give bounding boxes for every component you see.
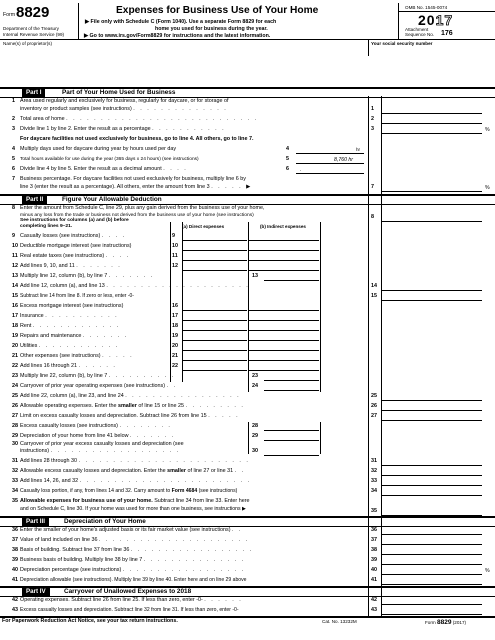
line-11b-field[interactable] — [249, 252, 319, 261]
line-3-percentage[interactable] — [382, 125, 482, 134]
line-1b: inventory or product samples (see instructions) . . . . . . . . . . . . . . — [20, 106, 228, 112]
line-32-amount[interactable] — [382, 467, 482, 476]
line-30: 30 Carryover of prior year excess casualty losses and depreciation (see — [12, 441, 184, 447]
line-34: 34 Casualty loss portion, if any, from lines 14 and 32. Carry amount to Form 4684 (see instructions) — [12, 488, 238, 494]
line-20: 20 Utilities . . . . . . . . . . . . — [12, 343, 120, 349]
sequence-label: Sequence No. — [405, 32, 435, 37]
line-10: 10 Deductible mortgage interest (see instructions) — [12, 243, 132, 249]
line-39-amount[interactable] — [382, 556, 482, 565]
line-41-amount[interactable] — [382, 576, 482, 585]
line-3: 3 Divide line 1 by line 2. Enter the result as a percentage . . . . . . . . . . . — [12, 126, 226, 132]
line-42-amount[interactable] — [382, 596, 482, 605]
part-2-title: Figure Your Allowable Deduction — [62, 196, 162, 203]
line-40-percentage[interactable] — [382, 566, 482, 575]
line-32: 32 Allowable excess casualty losses and depreciation. Enter the smaller of line 27 or line 31 . . — [12, 468, 246, 474]
pct-sign: % — [485, 568, 490, 574]
line-40: 40 Depreciation percentage (see instructions) . . . . . . . . . . . . . . . . . . — [12, 567, 246, 573]
tax-year: 2017 — [418, 12, 454, 28]
ssn-field[interactable] — [370, 47, 494, 56]
line-9b-field[interactable] — [249, 232, 319, 241]
dept-line2: Internal Revenue Service (99) — [3, 32, 65, 37]
part-4-label: Part IV — [22, 587, 50, 596]
line-19: 19 Repairs and maintenance . . . . . . . — [12, 333, 129, 339]
footer-form-ref: Form 8829 (2017) — [425, 619, 467, 626]
line-43-amount[interactable] — [382, 606, 482, 615]
line-37: 37 Value of land included on line 36 . . . . . . . . . . . . . . . . . . . . . . — [12, 537, 250, 543]
line-33-amount[interactable] — [382, 477, 482, 486]
line-5: 5 Total hours available for use during the year (365 days x 24 hours) (see instructions) — [12, 156, 199, 162]
line-7: 7 Business percentage. For daycare facilities not used exclusively for business, multiply line 6 by — [12, 176, 246, 182]
line-20a-field[interactable] — [183, 342, 247, 351]
form-number: 8829 — [16, 4, 50, 21]
name-label: Name(s) of proprietor(s) — [3, 41, 53, 46]
line-1-amount[interactable] — [382, 105, 482, 114]
line-25-amount[interactable] — [382, 392, 482, 401]
line-9: 9 Casualty losses (see instructions) . . . . — [12, 233, 127, 239]
line-2: 2 Total area of home . . . . . . . . . . . . . . . . . . . . . . . . . . . . — [12, 116, 259, 122]
line-8b: minus any loss from the trade or business not derived from the business use of your home (see instructions) — [20, 213, 254, 218]
line-30b: instructions) . . . . . . . . . . . . . . . . . . . — [20, 448, 180, 454]
line-34-amount[interactable] — [382, 487, 482, 496]
line-7b: line 3 (enter the result as a percentage). All others, enter the amount from line 3 . . . . . ▶ — [20, 184, 253, 190]
line-21: 21 Other expenses (see instructions) . . . . . — [12, 353, 134, 359]
line-31-amount[interactable] — [382, 457, 482, 466]
line-24: 24 Carryover of prior year operating expenses (see instructions) . . — [12, 383, 178, 389]
line-19b-field[interactable] — [249, 332, 319, 341]
line-29-field[interactable] — [264, 432, 319, 441]
line-35: 35 Allowable expenses for business use of your home. Subtract line 34 from line 33. Enter here — [12, 498, 250, 504]
line-27-amount[interactable] — [382, 412, 482, 421]
line-22: 22 Add lines 16 through 21 . . . . . . — [12, 363, 117, 369]
line-38-amount[interactable] — [382, 546, 482, 555]
line-21a-field[interactable] — [183, 352, 247, 361]
line-33: 33 Add lines 14, 26, and 32 . . . . . . . . . . . . . . . . . . . . . . . . . — [12, 478, 252, 484]
line-2-amount[interactable] — [382, 115, 482, 124]
line-17b-field[interactable] — [249, 312, 319, 321]
line-6-dot: . — [300, 167, 302, 173]
hr-unit: hr — [356, 147, 361, 152]
line-23-field[interactable] — [264, 372, 319, 381]
line-5-value: 8,760 hr — [334, 157, 354, 163]
line-39: 39 Business basis of building. Multiply line 38 by line 7 . . . . . . . . . . . . . . . — [12, 557, 246, 563]
line-23: 23 Multiply line 22, column (b), by line 7 . . . . . . . . . . — [12, 373, 176, 379]
line-36-amount[interactable] — [382, 526, 482, 535]
omb-number: OMB No. 1545-0074 — [405, 5, 448, 10]
line-26: 26 Allowable operating expenses. Enter the smaller of line 15 or line 25 . . . . . . . . . — [12, 403, 245, 409]
catalog-number: Cat. No. 13232M — [322, 619, 357, 624]
line-1: 1 Area used regularly and exclusively for business, regularly for daycare, or for storage of — [12, 98, 229, 104]
see-instructions-note: See instructions for columns (a) and (b) before completing lines 9–21. — [20, 218, 129, 229]
part-4-title: Carryover of Unallowed Expenses to 2018 — [64, 588, 192, 595]
line-36: 36 Enter the smaller of your home’s adjusted basis or its fair market value (see instructions) . . — [12, 527, 243, 533]
line-29: 29 Depreciation of your home from line 41 below . . . . . . . — [12, 433, 176, 439]
line-26-amount[interactable] — [382, 402, 482, 411]
line-35-amount[interactable] — [382, 507, 482, 516]
line-28-field[interactable] — [264, 422, 319, 431]
line-14-amount[interactable] — [382, 282, 482, 291]
footer-notice: For Paperwork Reduction Act Notice, see your tax return instructions. — [2, 618, 178, 624]
line-17a-field[interactable] — [183, 312, 247, 321]
part-2-label: Part II — [22, 195, 47, 204]
line-6-decimal[interactable] — [296, 165, 364, 174]
line-7-percentage[interactable] — [382, 183, 482, 192]
line-42: 42 Operating expenses. Subtract line 26 from line 25. If less than zero, enter -0- . . . . . . — [12, 597, 243, 603]
line-30-field[interactable] — [264, 447, 319, 456]
line-37-amount[interactable] — [382, 536, 482, 545]
line-19a-field[interactable] — [183, 332, 247, 341]
part-1-label: Part I — [22, 88, 45, 97]
line-9a-field[interactable] — [183, 232, 247, 241]
line-8: 8 Enter the amount from Schedule C, line 29, plus any gain derived from the business use of your home, — [12, 205, 265, 211]
line-18b-field[interactable] — [249, 322, 319, 331]
line-4-hours[interactable] — [296, 145, 364, 154]
line-13-field[interactable] — [264, 272, 319, 281]
line-18: 18 Rent . . . . . . . . . . . . . — [12, 323, 121, 329]
line-15-amount[interactable] — [382, 292, 482, 301]
column-a-header: (a) Direct expenses — [182, 224, 225, 229]
line-25: 25 Add line 22, column (a), line 23, and line 24 . . . . . . . . . . . . . . . . . — [12, 393, 241, 399]
instruction-1: ▶ File only with Schedule C (Form 1040). Use a separate Form 8829 for each — [85, 19, 277, 25]
part-1-title: Part of Your Home Used for Business — [62, 89, 176, 96]
line-12: 12 Add lines 9, 10, and 11 . . . . . . . — [12, 263, 122, 269]
instruction-1b: home you used for business during the year. — [155, 26, 268, 32]
line-41: 41 Depreciation allowable (see instructions). Multiply line 39 by line 40. Enter here and on line 29 above — [12, 577, 247, 583]
line-6: 6 Divide line 4 by line 5. Enter the result as a decimal amount . . . . — [12, 166, 188, 172]
line-35b: and on Schedule C, line 30. If your home was used for more than one business, see instructions ▶ — [20, 506, 247, 512]
instruction-2: ▶ Go to www.irs.gov/Form8829 for instructions and the latest information. — [84, 33, 271, 39]
line-8-amount[interactable] — [382, 213, 482, 222]
line-13: 13 Multiply line 12, column (b), by line 7 . . . . . . . — [12, 273, 155, 279]
line-11a-field[interactable] — [183, 252, 247, 261]
part-3-label: Part III — [22, 517, 49, 526]
line-28: 28 Excess casualty losses (see instructions) . . . . . . . . — [12, 423, 172, 429]
proprietor-name-field[interactable] — [1, 47, 367, 56]
line-16b-field[interactable] — [249, 302, 319, 311]
sequence-number: 176 — [441, 30, 453, 37]
pct-sign: % — [485, 127, 490, 133]
line-43: 43 Excess casualty losses and depreciation. Subtract line 32 from line 31. If less than zero, enter -0- — [12, 607, 239, 613]
form-word: Form — [3, 12, 16, 18]
line-10a-field[interactable] — [183, 242, 247, 251]
line-12a-field[interactable] — [183, 262, 247, 271]
line-14: 14 Add line 12, column (a), and line 13 . . . . . . . . . . . . . . . . . . . . . — [12, 283, 250, 289]
line-12b-field[interactable] — [249, 262, 319, 271]
dept-line1: Department of the Treasury — [3, 26, 59, 31]
line-27: 27 Limit on excess casualty losses and depreciation. Subtract line 26 from line 15 . . . . . — [12, 413, 240, 419]
ssn-label: Your social security number — [371, 41, 433, 46]
line-22a-field[interactable] — [183, 362, 247, 371]
line-24-field[interactable] — [264, 382, 319, 391]
daycare-note: For daycare facilities not used exclusively for business, go to line 4. All others, go to line 7. — [20, 136, 254, 142]
line-20b-field[interactable] — [249, 342, 319, 351]
line-4: 4 Multiply days used for daycare during year by hours used per day — [12, 146, 177, 152]
line-16a-field[interactable] — [183, 302, 247, 311]
line-17: 17 Insurance . . . . . . . . . . . — [12, 313, 119, 319]
line-22b-field[interactable] — [249, 362, 319, 371]
line-21b-field[interactable] — [249, 352, 319, 361]
line-31: 31 Add lines 28 through 30 . . . . . . . . . . . . . . . . . . . . . . . . . — [12, 458, 250, 464]
line-5-hours — [296, 155, 364, 164]
line-15: 15 Subtract line 14 from line 8. If zero or less, enter -0- — [12, 293, 134, 299]
line-18a-field[interactable] — [183, 322, 247, 331]
attachment-label: Attachment — [405, 27, 429, 32]
line-10b-field[interactable] — [249, 242, 319, 251]
line-11: 11 Real estate taxes (see instructions) . . . . — [12, 253, 131, 259]
part-3-title: Depreciation of Your Home — [64, 518, 146, 525]
line-16: 16 Excess mortgage interest (see instructions) — [12, 303, 124, 309]
column-b-header: (b) Indirect expenses — [260, 224, 306, 229]
line-38: 38 Basis of building. Subtract line 37 from line 36 . . . . . . . . . . . . . . . . . . — [12, 547, 254, 553]
pct-sign: % — [485, 185, 490, 191]
form-title: Expenses for Business Use of Your Home — [116, 5, 319, 16]
